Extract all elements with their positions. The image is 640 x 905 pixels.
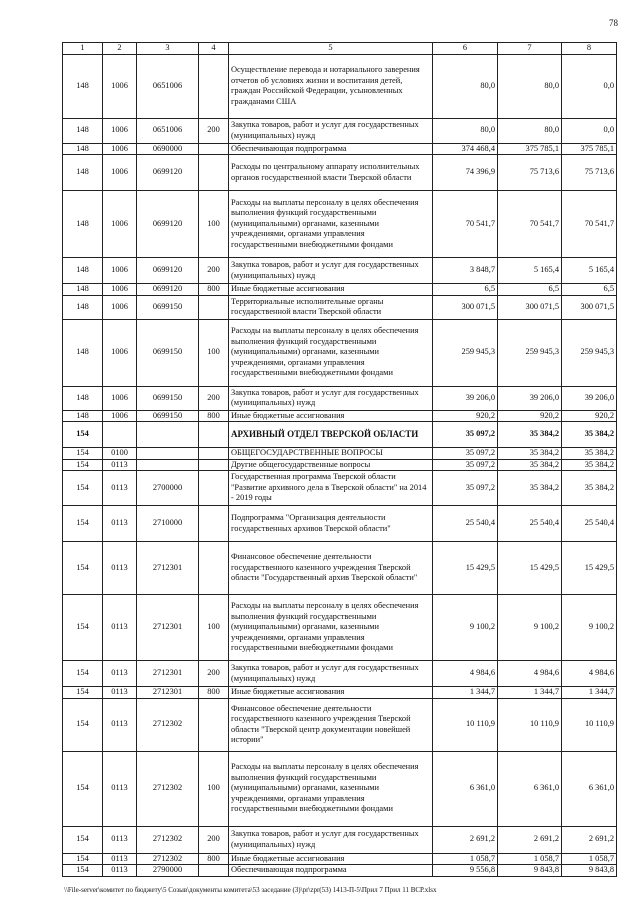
header-cell: 6 [433,43,498,55]
table-row [63,448,617,460]
table-row [63,459,617,471]
table-row [63,471,617,506]
row-code-cell: 154 [63,687,103,699]
target-article-cell: 0699150 [137,295,199,319]
table-row [63,853,617,865]
expense-type-cell: 800 [199,284,229,296]
row-code-cell: 154 [63,471,103,506]
target-article-cell: 2712302 [137,826,199,853]
amount-col6-cell: 15 429,5 [433,542,498,595]
section-code-cell [103,422,137,448]
expense-type-cell [199,471,229,506]
amount-col8-cell: 15 429,5 [562,542,617,595]
amount-col6-cell: 10 110,9 [433,698,498,751]
expense-type-cell [199,698,229,751]
target-article-cell: 0699120 [137,191,199,258]
table-row [63,284,617,296]
header-cell: 8 [562,43,617,55]
amount-col8-cell: 35 384,2 [562,448,617,460]
section-code-cell: 1006 [103,284,137,296]
amount-col7-cell: 1 058,7 [498,853,562,865]
description-cell: Расходы на выплаты персоналу в целях обеспечения выполнения функций государственными (муниципальными) органами, казенными учреждениями, органами управления государственными внебюджетными фондами [229,751,433,826]
amount-col7-cell: 35 384,2 [498,459,562,471]
section-code-cell: 0113 [103,751,137,826]
section-code-cell: 1006 [103,386,137,410]
table-row [63,661,617,687]
amount-col7-cell: 920,2 [498,410,562,422]
expense-type-cell: 200 [199,661,229,687]
row-code-cell: 148 [63,295,103,319]
amount-col6-cell: 9 556,8 [433,865,498,877]
amount-col7-cell: 35 384,2 [498,448,562,460]
description-cell: Расходы по центральному аппарату исполнительных органов государственной власти Тверской области [229,155,433,191]
amount-col8-cell: 259 945,3 [562,319,617,386]
amount-col6-cell: 35 097,2 [433,422,498,448]
amount-col6-cell: 25 540,4 [433,506,498,542]
amount-col6-cell: 1 058,7 [433,853,498,865]
description-cell: Другие общегосударственные вопросы [229,459,433,471]
section-code-cell: 1006 [103,143,137,155]
expense-type-cell [199,143,229,155]
expense-type-cell [199,448,229,460]
row-code-cell: 148 [63,319,103,386]
row-code-cell: 154 [63,542,103,595]
description-cell: Финансовое обеспечение деятельности государственного казенного учреждения Тверской области "Государственный архив Тверской области" [229,542,433,595]
amount-col8-cell: 39 206,0 [562,386,617,410]
amount-col7-cell: 35 384,2 [498,471,562,506]
expense-type-cell: 200 [199,118,229,143]
target-article-cell: 2712301 [137,542,199,595]
table-row [63,751,617,826]
row-code-cell: 154 [63,459,103,471]
amount-col7-cell: 6,5 [498,284,562,296]
table-row [63,155,617,191]
amount-col7-cell: 35 384,2 [498,422,562,448]
table-row [63,258,617,284]
target-article-cell: 0699120 [137,155,199,191]
amount-col7-cell: 6 361,0 [498,751,562,826]
target-article-cell: 0699150 [137,386,199,410]
target-article-cell: 0699150 [137,410,199,422]
description-cell: Иные бюджетные ассигнования [229,687,433,699]
table-row [63,422,617,448]
expense-type-cell [199,865,229,877]
section-code-cell: 1006 [103,54,137,118]
row-code-cell: 148 [63,155,103,191]
amount-col8-cell: 5 165,4 [562,258,617,284]
amount-col8-cell: 0,0 [562,54,617,118]
description-cell: Закупка товаров, работ и услуг для государственных (муниципальных) нужд [229,661,433,687]
amount-col7-cell: 75 713,6 [498,155,562,191]
amount-col6-cell: 9 100,2 [433,595,498,661]
amount-col6-cell: 35 097,2 [433,448,498,460]
amount-col7-cell: 39 206,0 [498,386,562,410]
header-cell: 4 [199,43,229,55]
description-cell: Подпрограмма "Организация деятельности государственных архивов Тверской области" [229,506,433,542]
section-code-cell: 0113 [103,595,137,661]
header-cell: 7 [498,43,562,55]
amount-col8-cell: 25 540,4 [562,506,617,542]
expense-type-cell [199,506,229,542]
row-code-cell: 154 [63,751,103,826]
row-code-cell: 154 [63,826,103,853]
amount-col6-cell: 74 396,9 [433,155,498,191]
section-code-cell: 1006 [103,155,137,191]
amount-col6-cell: 80,0 [433,118,498,143]
header-cell: 3 [137,43,199,55]
target-article-cell [137,422,199,448]
amount-col7-cell: 25 540,4 [498,506,562,542]
header-cell: 5 [229,43,433,55]
table-body [63,54,617,876]
amount-col6-cell: 80,0 [433,54,498,118]
row-code-cell: 154 [63,506,103,542]
row-code-cell: 154 [63,448,103,460]
amount-col7-cell: 9 100,2 [498,595,562,661]
target-article-cell: 2712302 [137,751,199,826]
amount-col8-cell: 2 691,2 [562,826,617,853]
amount-col8-cell: 4 984,6 [562,661,617,687]
amount-col7-cell: 375 785,1 [498,143,562,155]
description-cell: Осуществление перевода и нотариального заверения отчетов об условиях жизни и воспитания детей, граждан Российской Федерации, усыновленных гражданами США [229,54,433,118]
target-article-cell: 0699120 [137,284,199,296]
section-code-cell: 0113 [103,459,137,471]
amount-col7-cell: 1 344,7 [498,687,562,699]
table-row [63,295,617,319]
target-article-cell: 2790000 [137,865,199,877]
amount-col6-cell: 6,5 [433,284,498,296]
expense-type-cell [199,422,229,448]
table-header-row [63,43,617,55]
description-cell: Территориальные исполнительные органы государственной власти Тверской области [229,295,433,319]
description-cell: Обеспечивающая подпрограмма [229,865,433,877]
description-cell: Закупка товаров, работ и услуг для государственных (муниципальных) нужд [229,118,433,143]
footer-file-path: \\File-server\комитет по бюджету\5 Созыв\документы комитета\53 заседание (3)\pr\zpr(53) 1413-П-5\Прил 7 Прил 11 ВСР.xlsx [64,886,437,894]
section-code-cell: 0113 [103,687,137,699]
amount-col8-cell: 35 384,2 [562,459,617,471]
target-article-cell: 2712301 [137,687,199,699]
amount-col7-cell: 80,0 [498,118,562,143]
amount-col6-cell: 6 361,0 [433,751,498,826]
table-row [63,386,617,410]
expense-type-cell: 800 [199,687,229,699]
section-code-cell: 0113 [103,661,137,687]
expense-type-cell [199,542,229,595]
budget-table [62,42,617,877]
amount-col6-cell: 35 097,2 [433,471,498,506]
table-row [63,143,617,155]
amount-col8-cell: 0,0 [562,118,617,143]
target-article-cell: 2712302 [137,698,199,751]
description-cell: Иные бюджетные ассигнования [229,853,433,865]
amount-col7-cell: 4 984,6 [498,661,562,687]
target-article-cell: 0690000 [137,143,199,155]
row-code-cell: 148 [63,54,103,118]
target-article-cell: 0651006 [137,54,199,118]
amount-col6-cell: 1 344,7 [433,687,498,699]
amount-col7-cell: 9 843,8 [498,865,562,877]
amount-col6-cell: 920,2 [433,410,498,422]
row-code-cell: 148 [63,258,103,284]
table-row [63,542,617,595]
description-cell: ОБЩЕГОСУДАРСТВЕННЫЕ ВОПРОСЫ [229,448,433,460]
description-cell: Иные бюджетные ассигнования [229,410,433,422]
amount-col8-cell: 920,2 [562,410,617,422]
amount-col8-cell: 10 110,9 [562,698,617,751]
target-article-cell: 2712302 [137,853,199,865]
table-row [63,698,617,751]
section-code-cell: 1006 [103,410,137,422]
target-article-cell [137,459,199,471]
table-row [63,687,617,699]
amount-col8-cell: 1 058,7 [562,853,617,865]
section-code-cell: 0113 [103,471,137,506]
row-code-cell: 148 [63,284,103,296]
table-row [63,506,617,542]
table-row [63,191,617,258]
description-cell: АРХИВНЫЙ ОТДЕЛ ТВЕРСКОЙ ОБЛАСТИ [229,422,433,448]
row-code-cell: 148 [63,386,103,410]
row-code-cell: 148 [63,191,103,258]
amount-col7-cell: 15 429,5 [498,542,562,595]
amount-col6-cell: 4 984,6 [433,661,498,687]
section-code-cell: 1006 [103,191,137,258]
target-article-cell: 2712301 [137,595,199,661]
amount-col6-cell: 300 071,5 [433,295,498,319]
target-article-cell [137,448,199,460]
amount-col6-cell: 39 206,0 [433,386,498,410]
row-code-cell: 148 [63,410,103,422]
target-article-cell: 2712301 [137,661,199,687]
header-cell: 1 [63,43,103,55]
section-code-cell: 0113 [103,698,137,751]
expense-type-cell: 800 [199,853,229,865]
description-cell: Закупка товаров, работ и услуг для государственных (муниципальных) нужд [229,826,433,853]
page-number: 78 [609,18,618,28]
description-cell: Расходы на выплаты персоналу в целях обеспечения выполнения функций государственными (муниципальными) органами, казенными учреждениями, органами управления государственными внебюджетными фондами [229,319,433,386]
section-code-cell: 0113 [103,865,137,877]
amount-col8-cell: 300 071,5 [562,295,617,319]
section-code-cell: 1006 [103,118,137,143]
description-cell: Закупка товаров, работ и услуг для государственных (муниципальных) нужд [229,386,433,410]
target-article-cell: 0651006 [137,118,199,143]
amount-col6-cell: 374 468,4 [433,143,498,155]
description-cell: Обеспечивающая подпрограмма [229,143,433,155]
expense-type-cell [199,54,229,118]
description-cell: Иные бюджетные ассигнования [229,284,433,296]
row-code-cell: 154 [63,422,103,448]
amount-col8-cell: 6,5 [562,284,617,296]
target-article-cell: 2710000 [137,506,199,542]
row-code-cell: 148 [63,143,103,155]
expense-type-cell: 100 [199,751,229,826]
section-code-cell: 1006 [103,319,137,386]
amount-col8-cell: 6 361,0 [562,751,617,826]
table-row [63,826,617,853]
amount-col8-cell: 35 384,2 [562,471,617,506]
target-article-cell: 0699150 [137,319,199,386]
expense-type-cell [199,295,229,319]
row-code-cell: 154 [63,865,103,877]
row-code-cell: 154 [63,698,103,751]
description-cell: Расходы на выплаты персоналу в целях обеспечения выполнения функций государственными (муниципальными) органами, казенными учреждениями, органами управления государственными внебюджетными фондами [229,595,433,661]
amount-col6-cell: 259 945,3 [433,319,498,386]
expense-type-cell: 200 [199,386,229,410]
section-code-cell: 0113 [103,542,137,595]
row-code-cell: 154 [63,595,103,661]
description-cell: Закупка товаров, работ и услуг для государственных (муниципальных) нужд [229,258,433,284]
amount-col7-cell: 70 541,7 [498,191,562,258]
target-article-cell: 0699120 [137,258,199,284]
expense-type-cell [199,459,229,471]
expense-type-cell [199,155,229,191]
expense-type-cell: 800 [199,410,229,422]
section-code-cell: 0113 [103,506,137,542]
amount-col6-cell: 3 848,7 [433,258,498,284]
amount-col7-cell: 300 071,5 [498,295,562,319]
table-row [63,595,617,661]
amount-col8-cell: 375 785,1 [562,143,617,155]
section-code-cell: 0100 [103,448,137,460]
row-code-cell: 154 [63,853,103,865]
amount-col7-cell: 10 110,9 [498,698,562,751]
table-row [63,865,617,877]
expense-type-cell: 200 [199,826,229,853]
amount-col7-cell: 5 165,4 [498,258,562,284]
amount-col7-cell: 259 945,3 [498,319,562,386]
expense-type-cell: 100 [199,191,229,258]
table-row [63,319,617,386]
header-cell: 2 [103,43,137,55]
amount-col6-cell: 70 541,7 [433,191,498,258]
amount-col8-cell: 1 344,7 [562,687,617,699]
target-article-cell: 2700000 [137,471,199,506]
description-cell: Государственная программа Тверской области "Развитие архивного дела в Тверской области" на 2014 - 2019 годы [229,471,433,506]
amount-col6-cell: 2 691,2 [433,826,498,853]
amount-col7-cell: 2 691,2 [498,826,562,853]
amount-col7-cell: 80,0 [498,54,562,118]
amount-col8-cell: 70 541,7 [562,191,617,258]
amount-col8-cell: 75 713,6 [562,155,617,191]
amount-col8-cell: 9 843,8 [562,865,617,877]
section-code-cell: 0113 [103,853,137,865]
section-code-cell: 0113 [103,826,137,853]
table-row [63,410,617,422]
section-code-cell: 1006 [103,295,137,319]
table-row [63,54,617,118]
expense-type-cell: 100 [199,319,229,386]
amount-col6-cell: 35 097,2 [433,459,498,471]
expense-type-cell: 100 [199,595,229,661]
row-code-cell: 148 [63,118,103,143]
expense-type-cell: 200 [199,258,229,284]
description-cell: Расходы на выплаты персоналу в целях обеспечения выполнения функций государственными (муниципальными) органами, казенными учреждениями, органами управления государственными внебюджетными фондами [229,191,433,258]
amount-col8-cell: 35 384,2 [562,422,617,448]
row-code-cell: 154 [63,661,103,687]
description-cell: Финансовое обеспечение деятельности государственного казенного учреждения Тверской области "Тверской центр документации новейшей истории" [229,698,433,751]
section-code-cell: 1006 [103,258,137,284]
table-row [63,118,617,143]
amount-col8-cell: 9 100,2 [562,595,617,661]
